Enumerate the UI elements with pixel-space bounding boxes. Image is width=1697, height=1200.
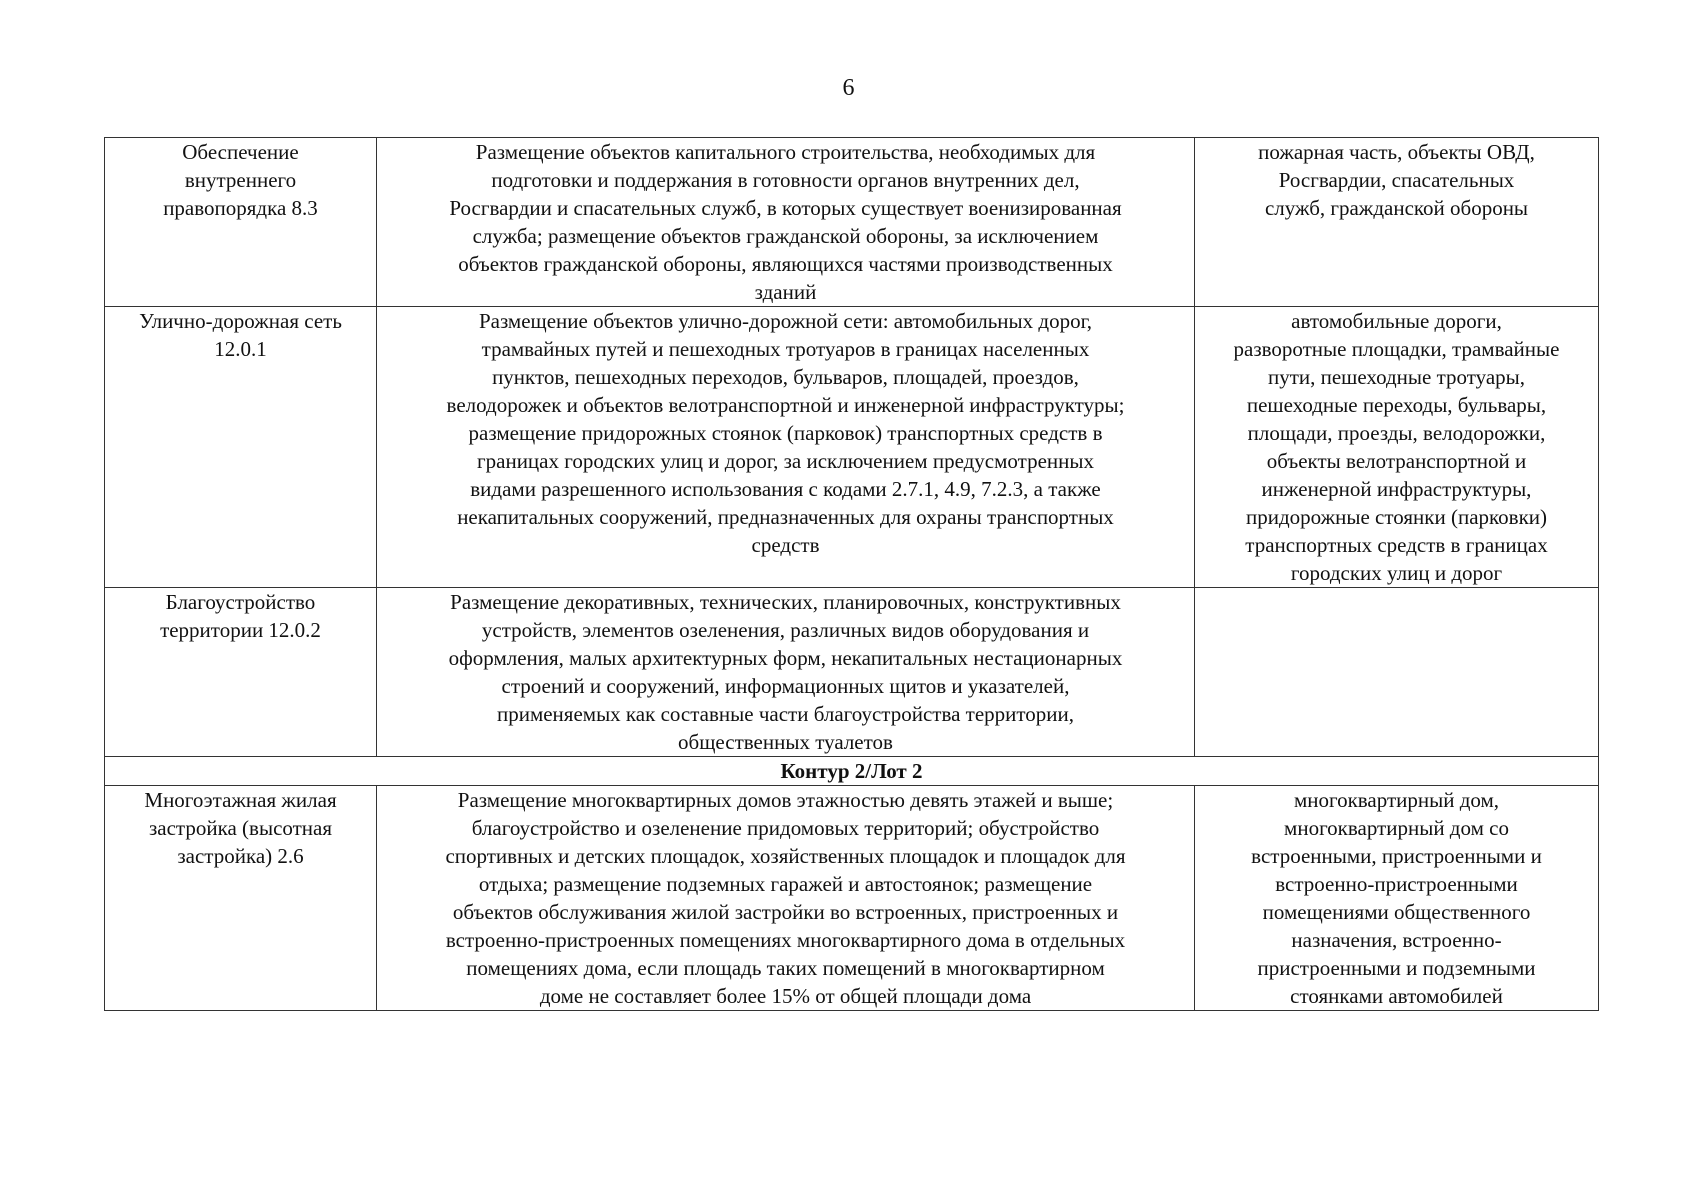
cell-text-line: устройств, элементов озеленения, различных видов оборудования и — [481, 618, 1090, 642]
cell-text-line: многоквартирный дом со — [1284, 816, 1509, 840]
cell-text-line: подготовки и поддержания в готовности органов внутренних дел, — [491, 168, 1080, 192]
cell-text-line: Размещение объектов капитального строительства, необходимых для — [475, 140, 1096, 164]
cell-text-line: служб, гражданской обороны — [1264, 196, 1529, 220]
description-cell — [377, 588, 1195, 757]
cell-text-line: территории 12.0.2 — [160, 618, 321, 642]
examples-cell — [1195, 138, 1599, 307]
cell-text-line: Росгвардии и спасательных служб, в которых существует военизированная — [449, 196, 1122, 220]
cell-text-line: застройка (высотная — [148, 816, 333, 840]
cell-text-line: строений и сооружений, информационных щитов и указателей, — [501, 674, 1070, 698]
cell-text-line: внутреннего — [184, 168, 297, 192]
cell-text-line: разворотные площадки, трамвайные — [1233, 337, 1560, 361]
cell-text-line: спортивных и детских площадок, хозяйственных площадок и площадок для — [445, 844, 1126, 868]
cell-text-line: встроенными, пристроенными и — [1251, 844, 1542, 868]
cell-text-line: объектов гражданской обороны, являющихся частями производственных — [458, 252, 1113, 276]
cell-text-line: помещениями общественного — [1262, 900, 1531, 924]
cell-text-line: застройка) 2.6 — [177, 844, 304, 868]
cell-text-line: Обеспечение — [182, 140, 299, 164]
cell-text-line: Размещение декоративных, технических, планировочных, конструктивных — [450, 590, 1121, 614]
cell-text-line: пристроенными и подземными — [1257, 956, 1536, 980]
cell-text-line: служба; размещение объектов гражданской обороны, за исключением — [472, 224, 1099, 248]
land-use-table — [104, 137, 1599, 1011]
land-use-name-cell — [105, 588, 377, 757]
cell-text-line: зданий — [754, 280, 817, 304]
page-number: 6 — [842, 75, 855, 101]
cell-text-line: Росгвардии, спасательных — [1278, 168, 1515, 192]
cell-text-line: благоустройство и озеленение придомовых территорий; обустройство — [471, 816, 1100, 840]
cell-text-line: границах городских улиц и дорог, за исключением предусмотренных — [477, 449, 1094, 473]
cell-text-line: пожарная часть, объекты ОВД, — [1258, 140, 1535, 164]
land-use-name-cell — [105, 138, 377, 307]
cell-text-line: стоянками автомобилей — [1290, 984, 1503, 1008]
land-use-name-cell — [105, 786, 377, 1011]
cell-text-line: пунктов, пешеходных переходов, бульваров, площадей, проездов, — [492, 365, 1079, 389]
cell-text-line: помещениях дома, если площадь таких помещений в многоквартирном — [466, 956, 1105, 980]
cell-text-line: средств — [751, 533, 820, 557]
cell-text-line: размещение придорожных стоянок (парковок) транспортных средств в — [468, 421, 1103, 445]
cell-text-line: назначения, встроенно- — [1291, 928, 1502, 952]
table-row — [105, 307, 1599, 588]
land-use-name-cell — [105, 307, 377, 588]
cell-text-line: некапитальных сооружений, предназначенных для охраны транспортных — [457, 505, 1114, 529]
cell-text-line: транспортных средств в границах — [1245, 533, 1548, 557]
description-cell — [377, 307, 1195, 588]
cell-text-line: Многоэтажная жилая — [144, 788, 337, 812]
cell-text-line: встроенно-пристроенных помещениях многоквартирного дома в отдельных — [445, 928, 1126, 952]
cell-text-line: Благоустройство — [165, 590, 316, 614]
table-body — [105, 138, 1599, 1011]
cell-text-line: придорожные стоянки (парковки) — [1245, 505, 1547, 529]
examples-cell — [1195, 588, 1599, 757]
cell-text-line: Размещение объектов улично-дорожной сети: автомобильных дорог, — [478, 309, 1093, 333]
table-row — [105, 588, 1599, 757]
cell-text-line: объектов обслуживания жилой застройки во встроенных, пристроенных и — [452, 900, 1119, 924]
table-row — [105, 138, 1599, 307]
section-title: Контур 2/Лот 2 — [105, 757, 1599, 786]
cell-text-line: пути, пешеходные тротуары, — [1267, 365, 1526, 389]
cell-text-line: городских улиц и дорог — [1290, 561, 1503, 585]
cell-text-line: общественных туалетов — [678, 730, 893, 754]
cell-text-line: 12.0.1 — [214, 337, 267, 361]
cell-text-line: видами разрешенного использования с кодами 2.7.1, 4.9, 7.2.3, а также — [470, 477, 1101, 501]
cell-text-line: Размещение многоквартирных домов этажностью девять этажей и выше; — [457, 788, 1114, 812]
cell-text-line: площади, проезды, велодорожки, — [1247, 421, 1546, 445]
cell-text-line: Улично-дорожная сеть — [139, 309, 342, 333]
cell-text-line: отдыха; размещение подземных гаражей и автостоянок; размещение — [478, 872, 1093, 896]
examples-cell — [1195, 307, 1599, 588]
cell-text-line: объекты велотранспортной и — [1266, 449, 1527, 473]
description-cell — [377, 138, 1195, 307]
cell-text-line: многоквартирный дом, — [1293, 788, 1500, 812]
cell-text-line: доме не составляет более 15% от общей площади дома — [539, 984, 1032, 1008]
cell-text-line: правопорядка 8.3 — [163, 196, 318, 220]
cell-text-line: велодорожек и объектов велотранспортной и инженерной инфраструктуры; — [446, 393, 1125, 417]
section-header-row — [105, 757, 1599, 786]
examples-cell — [1195, 786, 1599, 1011]
description-cell — [377, 786, 1195, 1011]
cell-text-line: инженерной инфраструктуры, — [1261, 477, 1532, 501]
cell-text-line: оформления, малых архитектурных форм, некапитальных нестационарных — [448, 646, 1123, 670]
cell-text-line: применяемых как составные части благоустройства территории, — [496, 702, 1075, 726]
cell-text-line: пешеходные переходы, бульвары, — [1246, 393, 1547, 417]
cell-text-line: встроенно-пристроенными — [1275, 872, 1518, 896]
cell-text-line: трамвайных путей и пешеходных тротуаров в границах населенных — [481, 337, 1090, 361]
cell-text-line: автомобильные дороги, — [1291, 309, 1502, 333]
table-row — [105, 786, 1599, 1011]
